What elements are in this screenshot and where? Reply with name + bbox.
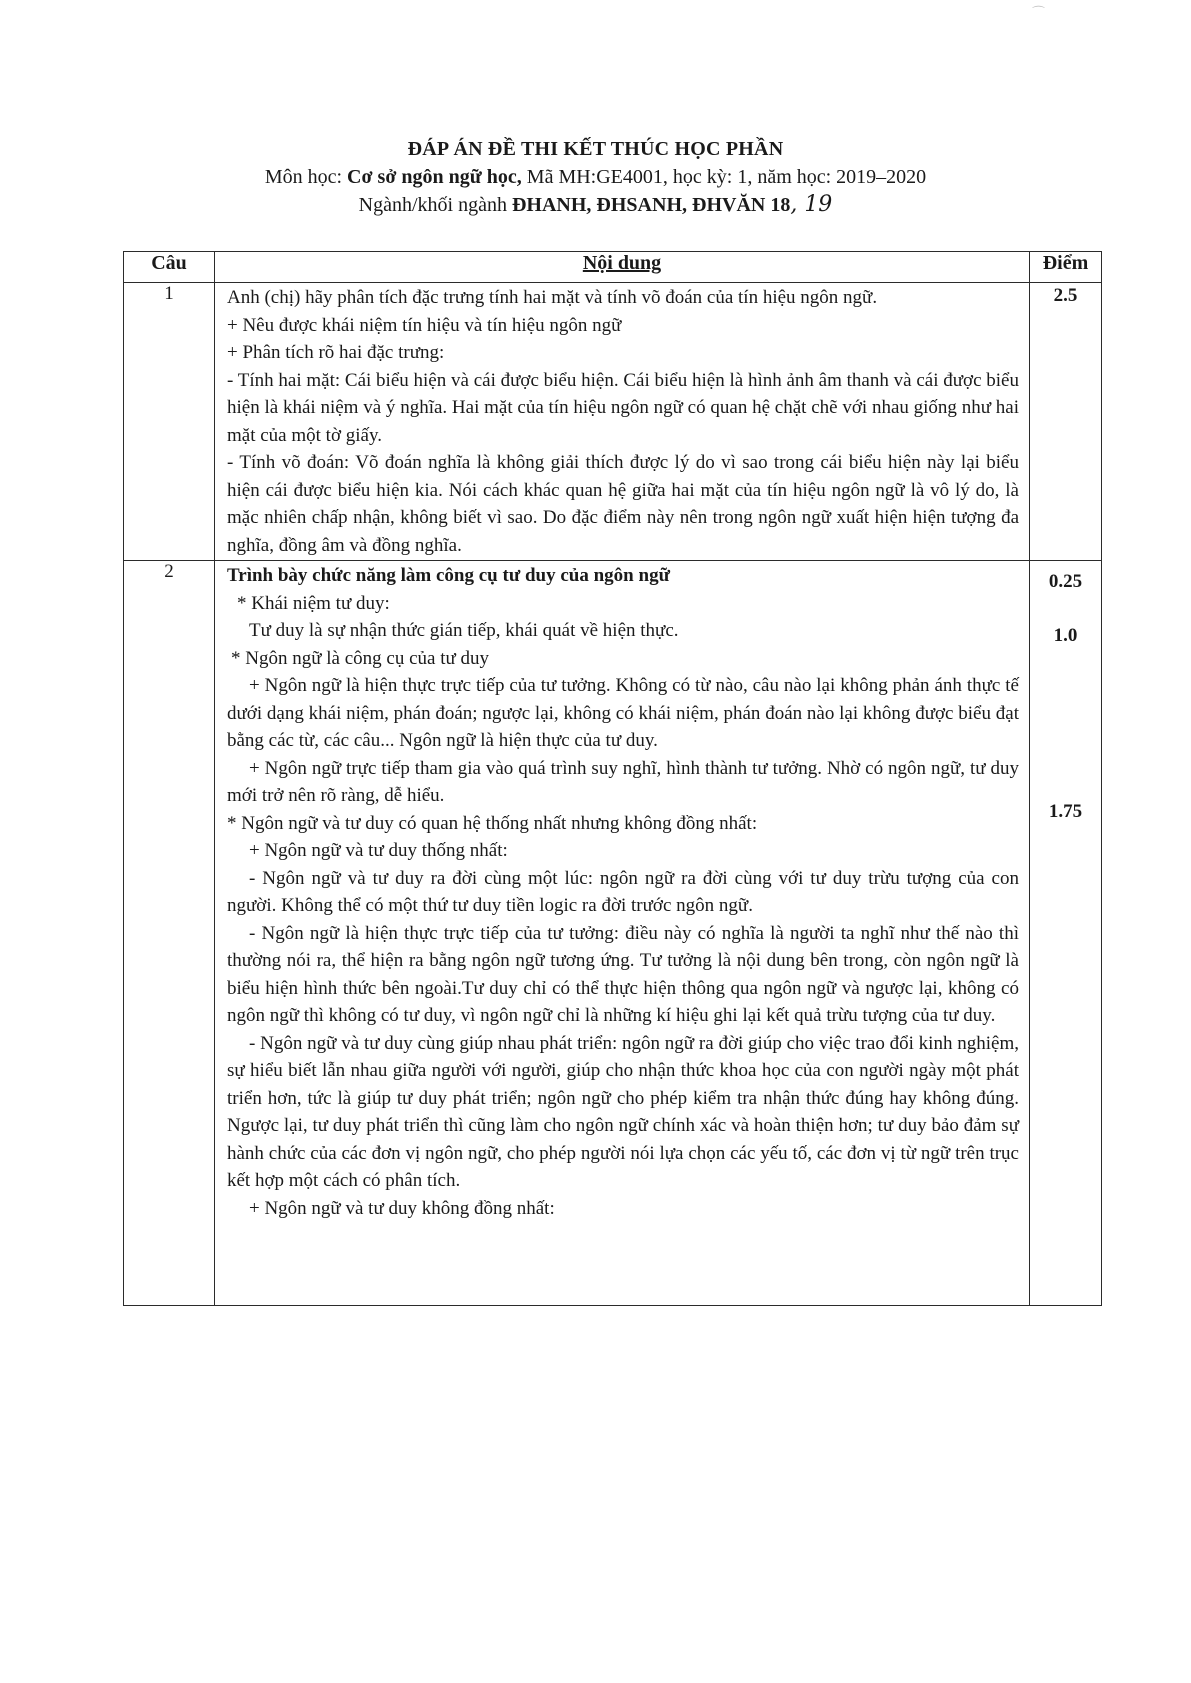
answer-table (123, 251, 1102, 1306)
table-row (124, 283, 1102, 561)
header-content-label: Nội dung (582, 252, 662, 274)
content-line: + Ngôn ngữ là hiện thực trực tiếp của tư tưởng. Không có từ nào, câu nào lại không phản ánh thực tế dưới dạng khái niệm, phán đoán; ngược lại, không có khái niệm, phán đoán nào lại không được biểu đạt bằng các từ, các câu... Ngôn ngữ là hiện thực của tư duy. (227, 675, 1019, 751)
table-header-row (124, 252, 1102, 283)
content-line: - Ngôn ngữ là hiện thực trực tiếp của tư tưởng: điều này có nghĩa là người ta nghĩ như thế nào thì thường nói ra, thể hiện ra bằng ngôn ngữ tương ứng. Tư tưởng là nội dung bên trong, còn ngôn ngữ là biểu hiện hình thức bên ngoài.Tư duy chỉ có thể thực hiện thông qua ngôn ngữ và ngược lại, không có ngôn ngữ thì không có tư duy, vì ngôn ngữ chỉ là những kí hiệu ghi lại kết quả trừu tượng của tư duy. (227, 922, 1019, 1026)
content-line: + Nêu được khái niệm tín hiệu và tín hiệu ngôn ngữ (227, 314, 622, 336)
content-line: - Tính hai mặt: Cái biểu hiện và cái được biểu hiện. Cái biểu hiện là hình ảnh âm thanh và cái được biểu hiện là khái niệm và ý nghĩa. Hai mặt của tín hiệu ngôn ngữ có quan hệ chặt chẽ với nhau giống như hai mặt của một tờ giấy. (227, 369, 1019, 446)
content-line: + Ngôn ngữ và tư duy không đồng nhất: (249, 1197, 555, 1219)
question-number: 1 (124, 283, 215, 561)
content-line: Tư duy là sự nhận thức gián tiếp, khái quát về hiện thực. (249, 620, 679, 641)
question-prompt: Anh (chị) hãy phân tích đặc trưng tính hai mặt và tính võ đoán của tín hiệu ngôn ngữ. (227, 287, 878, 308)
question-heading: Trình bày chức năng làm công cụ tư duy của ngôn ngữ (227, 565, 670, 586)
header-content (215, 252, 1030, 283)
subject-prefix: Môn học: (264, 166, 348, 188)
score-value: 1.75 (1048, 801, 1083, 822)
handwritten-cohort: , 19 (790, 192, 833, 217)
major-prefix: Ngành/khối ngành (358, 194, 512, 216)
content-line: * Ngôn ngữ là công cụ của tư duy (231, 647, 490, 669)
question-number: 2 (124, 561, 215, 1306)
content-line: + Ngôn ngữ và tư duy thống nhất: (249, 840, 508, 861)
header-question: Câu (124, 252, 215, 283)
question-score (1030, 561, 1102, 1306)
question-content (215, 283, 1030, 561)
subject-line (0, 163, 1191, 191)
question-content (215, 561, 1030, 1306)
content-line: * Ngôn ngữ và tư duy có quan hệ thống nhất nhưng không đồng nhất: (227, 812, 758, 834)
content-line: + Ngôn ngữ trực tiếp tham gia vào quá trình suy nghĩ, hình thành tư tưởng. Nhờ có ngôn ngữ, tư duy mới trở nên rõ ràng, dễ hiểu. (227, 757, 1019, 806)
content-line: - Ngôn ngữ và tư duy ra đời cùng một lúc: ngôn ngữ ra đời cùng với tư duy trừu tượng của con người. Không thể có một thứ tư duy tiền logic ra đời trước ngôn ngữ. (227, 867, 1019, 916)
score-value: 1.0 (1053, 625, 1078, 646)
document-header (0, 138, 1191, 219)
question-score (1030, 283, 1102, 561)
score-value: 0.25 (1048, 571, 1083, 592)
corner-mark: ⌒ (1032, 5, 1046, 20)
content-line: * Khái niệm tư duy: (237, 592, 390, 614)
content-line: + Phân tích rõ hai đặc trưng: (227, 342, 445, 363)
content-line: - Ngôn ngữ và tư duy cùng giúp nhau phát triển: ngôn ngữ ra đời giúp cho việc trao đổi kinh nghiệm, sự hiểu biết lẫn nhau giữa người với người, giúp cho nhận thức khoa học của con người ngày một phát triển hơn, tức là giúp tư duy phát triển; ngôn ngữ cho phép kiểm tra nhận thức đúng hay không đúng. Ngược lại, tư duy phát triển thì cũng làm cho ngôn ngữ chính xác và hoàn thiện hơn; tư duy bảo đảm sự hành chức của các đơn vị ngôn ngữ, cho phép người nói lựa chọn các yếu tố, các đơn vị từ ngữ trên trục kết hợp một cách có phân tích. (227, 1032, 1019, 1191)
table-row (124, 561, 1102, 1306)
major-name: ĐHANH, ĐHSANH, ĐHVĂN 18 (511, 194, 791, 216)
subject-name: Cơ sở ngôn ngữ học, (347, 166, 522, 188)
major-line (0, 191, 1191, 219)
header-score: Điểm (1030, 252, 1102, 283)
content-line: - Tính võ đoán: Võ đoán nghĩa là không giải thích được lý do vì sao trong cái biểu hiện này lại biểu hiện cái được biểu hiện kia. Nói cách khác quan hệ giữa hai mặt của tín hiệu ngôn ngữ là vô lý do, là mặc nhiên chấp nhận, không biết vì sao. Do đặc điểm này nên trong ngôn ngữ xuất hiện hiện tượng đa nghĩa, đồng âm và đồng nghĩa. (227, 452, 1019, 556)
document-title: ĐÁP ÁN ĐỀ THI KẾT THÚC HỌC PHẦN (407, 138, 784, 160)
score-value: 2.5 (1053, 285, 1078, 306)
subject-code-term: Mã MH:GE4001, học kỳ: 1, năm học: 2019–2020 (521, 166, 927, 188)
